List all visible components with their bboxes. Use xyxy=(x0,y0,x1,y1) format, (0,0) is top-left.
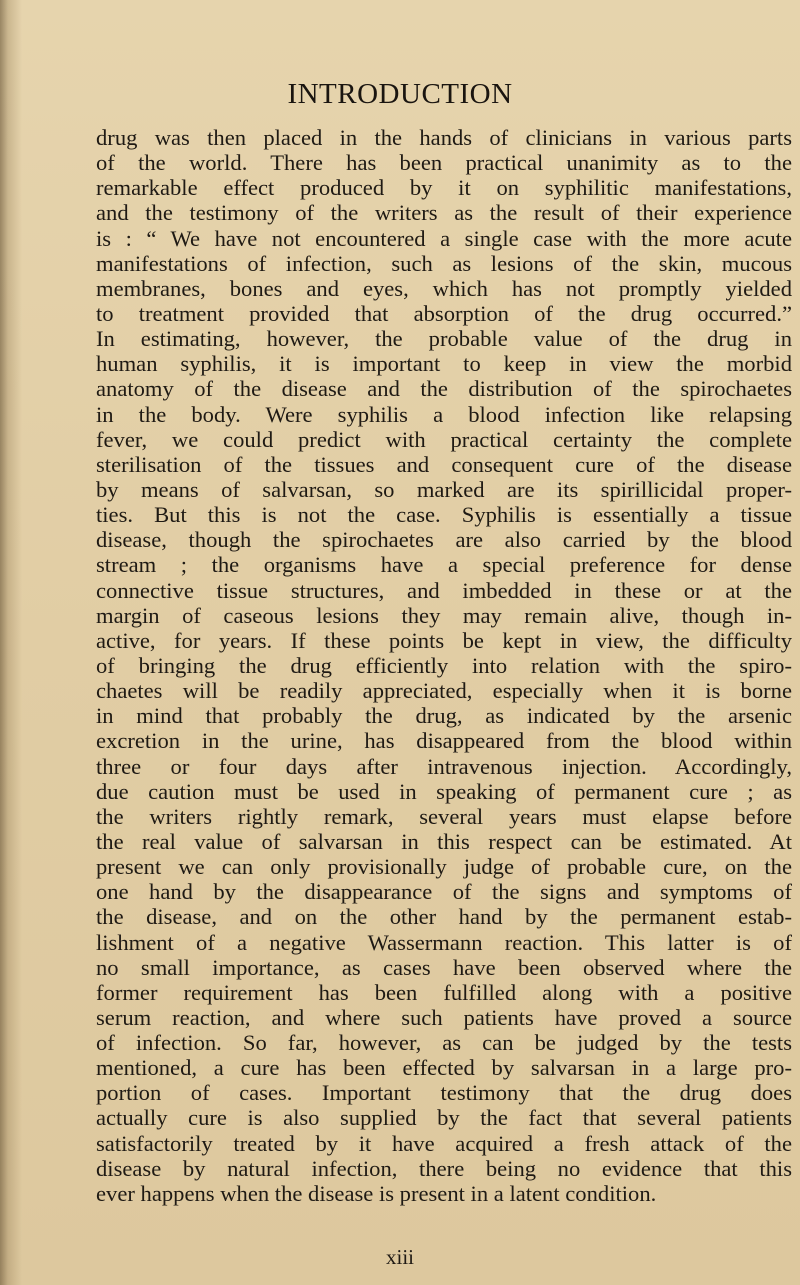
text-line: ever happens when the disease is present in a latent condition. xyxy=(96,1180,657,1206)
text-line: to treatment provided that absorption of the drug occurred.” xyxy=(96,300,792,326)
text-line: one hand by the disappearance of the signs and symptoms of xyxy=(96,879,792,905)
body-paragraph xyxy=(96,125,792,1206)
text-line: portion of cases. Important testimony that the drug does xyxy=(96,1080,792,1106)
text-line: lishment of a negative Wassermann reaction. This latter is of xyxy=(96,929,792,955)
text-line: satisfactorily treated by it have acquired a fresh attack of the xyxy=(96,1130,792,1156)
text-line: human syphilis, it is important to keep in view the morbid xyxy=(96,351,792,377)
text-line: ties. But this is not the case. Syphilis is essentially a tissue xyxy=(96,502,792,528)
text-line: in mind that probably the drug, as indicated by the arsenic xyxy=(96,703,792,729)
text-line: membranes, bones and eyes, which has not promptly yielded xyxy=(96,275,792,301)
text-line: of infection. So far, however, as can be judged by the tests xyxy=(96,1030,792,1056)
page-number: xiii xyxy=(385,1245,414,1269)
text-line: excretion in the urine, has disappeared from the blood within xyxy=(96,728,792,754)
text-line: by means of salvarsan, so marked are its spirillicidal proper- xyxy=(96,476,792,502)
text-line: remarkable effect produced by it on syphilitic manifestations, xyxy=(96,175,792,201)
text-line: anatomy of the disease and the distribution of the spirochaetes xyxy=(96,376,792,402)
text-line: present we can only provisionally judge of probable cure, on the xyxy=(96,854,792,880)
text-line: manifestations of infection, such as lesions of the skin, mucous xyxy=(96,250,792,276)
text-line: is : “ We have not encountered a single case with the more acute xyxy=(96,225,792,251)
text-line: active, for years. If these points be kept in view, the difficulty xyxy=(96,627,792,653)
text-line: In estimating, however, the probable value of the drug in xyxy=(96,326,792,352)
text-line: former requirement has been fulfilled along with a positive xyxy=(96,979,792,1005)
text-line: three or four days after intravenous injection. Accordingly, xyxy=(96,753,792,779)
text-line: and the testimony of the writers as the result of their experience xyxy=(96,200,792,226)
text-line: actually cure is also supplied by the fact that several patients xyxy=(96,1105,792,1131)
text-line: connective tissue structures, and imbedded in these or at the xyxy=(96,577,792,603)
text-line: disease by natural infection, there being no evidence that this xyxy=(96,1155,792,1181)
text-line: of bringing the drug efficiently into relation with the spiro- xyxy=(96,652,792,678)
text-line: the disease, and on the other hand by the permanent estab- xyxy=(96,904,792,930)
text-line: stream ; the organisms have a special preference for dense xyxy=(96,552,792,578)
text-line: no small importance, as cases have been observed where the xyxy=(96,954,792,980)
text-line: mentioned, a cure has been effected by salvarsan in a large pro- xyxy=(96,1055,792,1081)
text-line: drug was then placed in the hands of clinicians in various parts xyxy=(96,125,792,150)
text-line: fever, we could predict with practical certainty the complete xyxy=(96,426,792,452)
text-line: margin of caseous lesions they may remain alive, though in- xyxy=(96,602,792,628)
text-line: in the body. Were syphilis a blood infection like relapsing xyxy=(96,401,792,427)
text-line: due caution must be used in speaking of permanent cure ; as xyxy=(96,778,792,804)
text-line: disease, though the spirochaetes are also carried by the blood xyxy=(96,527,792,553)
text-line: sterilisation of the tissues and consequent cure of the disease xyxy=(96,451,792,477)
text-line: the real value of salvarsan in this respect can be estimated. At xyxy=(96,828,792,854)
text-line: of the world. There has been practical unanimity as to the xyxy=(96,150,792,176)
text-line: serum reaction, and where such patients have proved a source xyxy=(96,1004,792,1030)
text-line: chaetes will be readily appreciated, especially when it is borne xyxy=(96,678,792,704)
text-line: the writers rightly remark, several years must elapse before xyxy=(96,803,792,829)
running-title: INTRODUCTION xyxy=(287,78,513,110)
